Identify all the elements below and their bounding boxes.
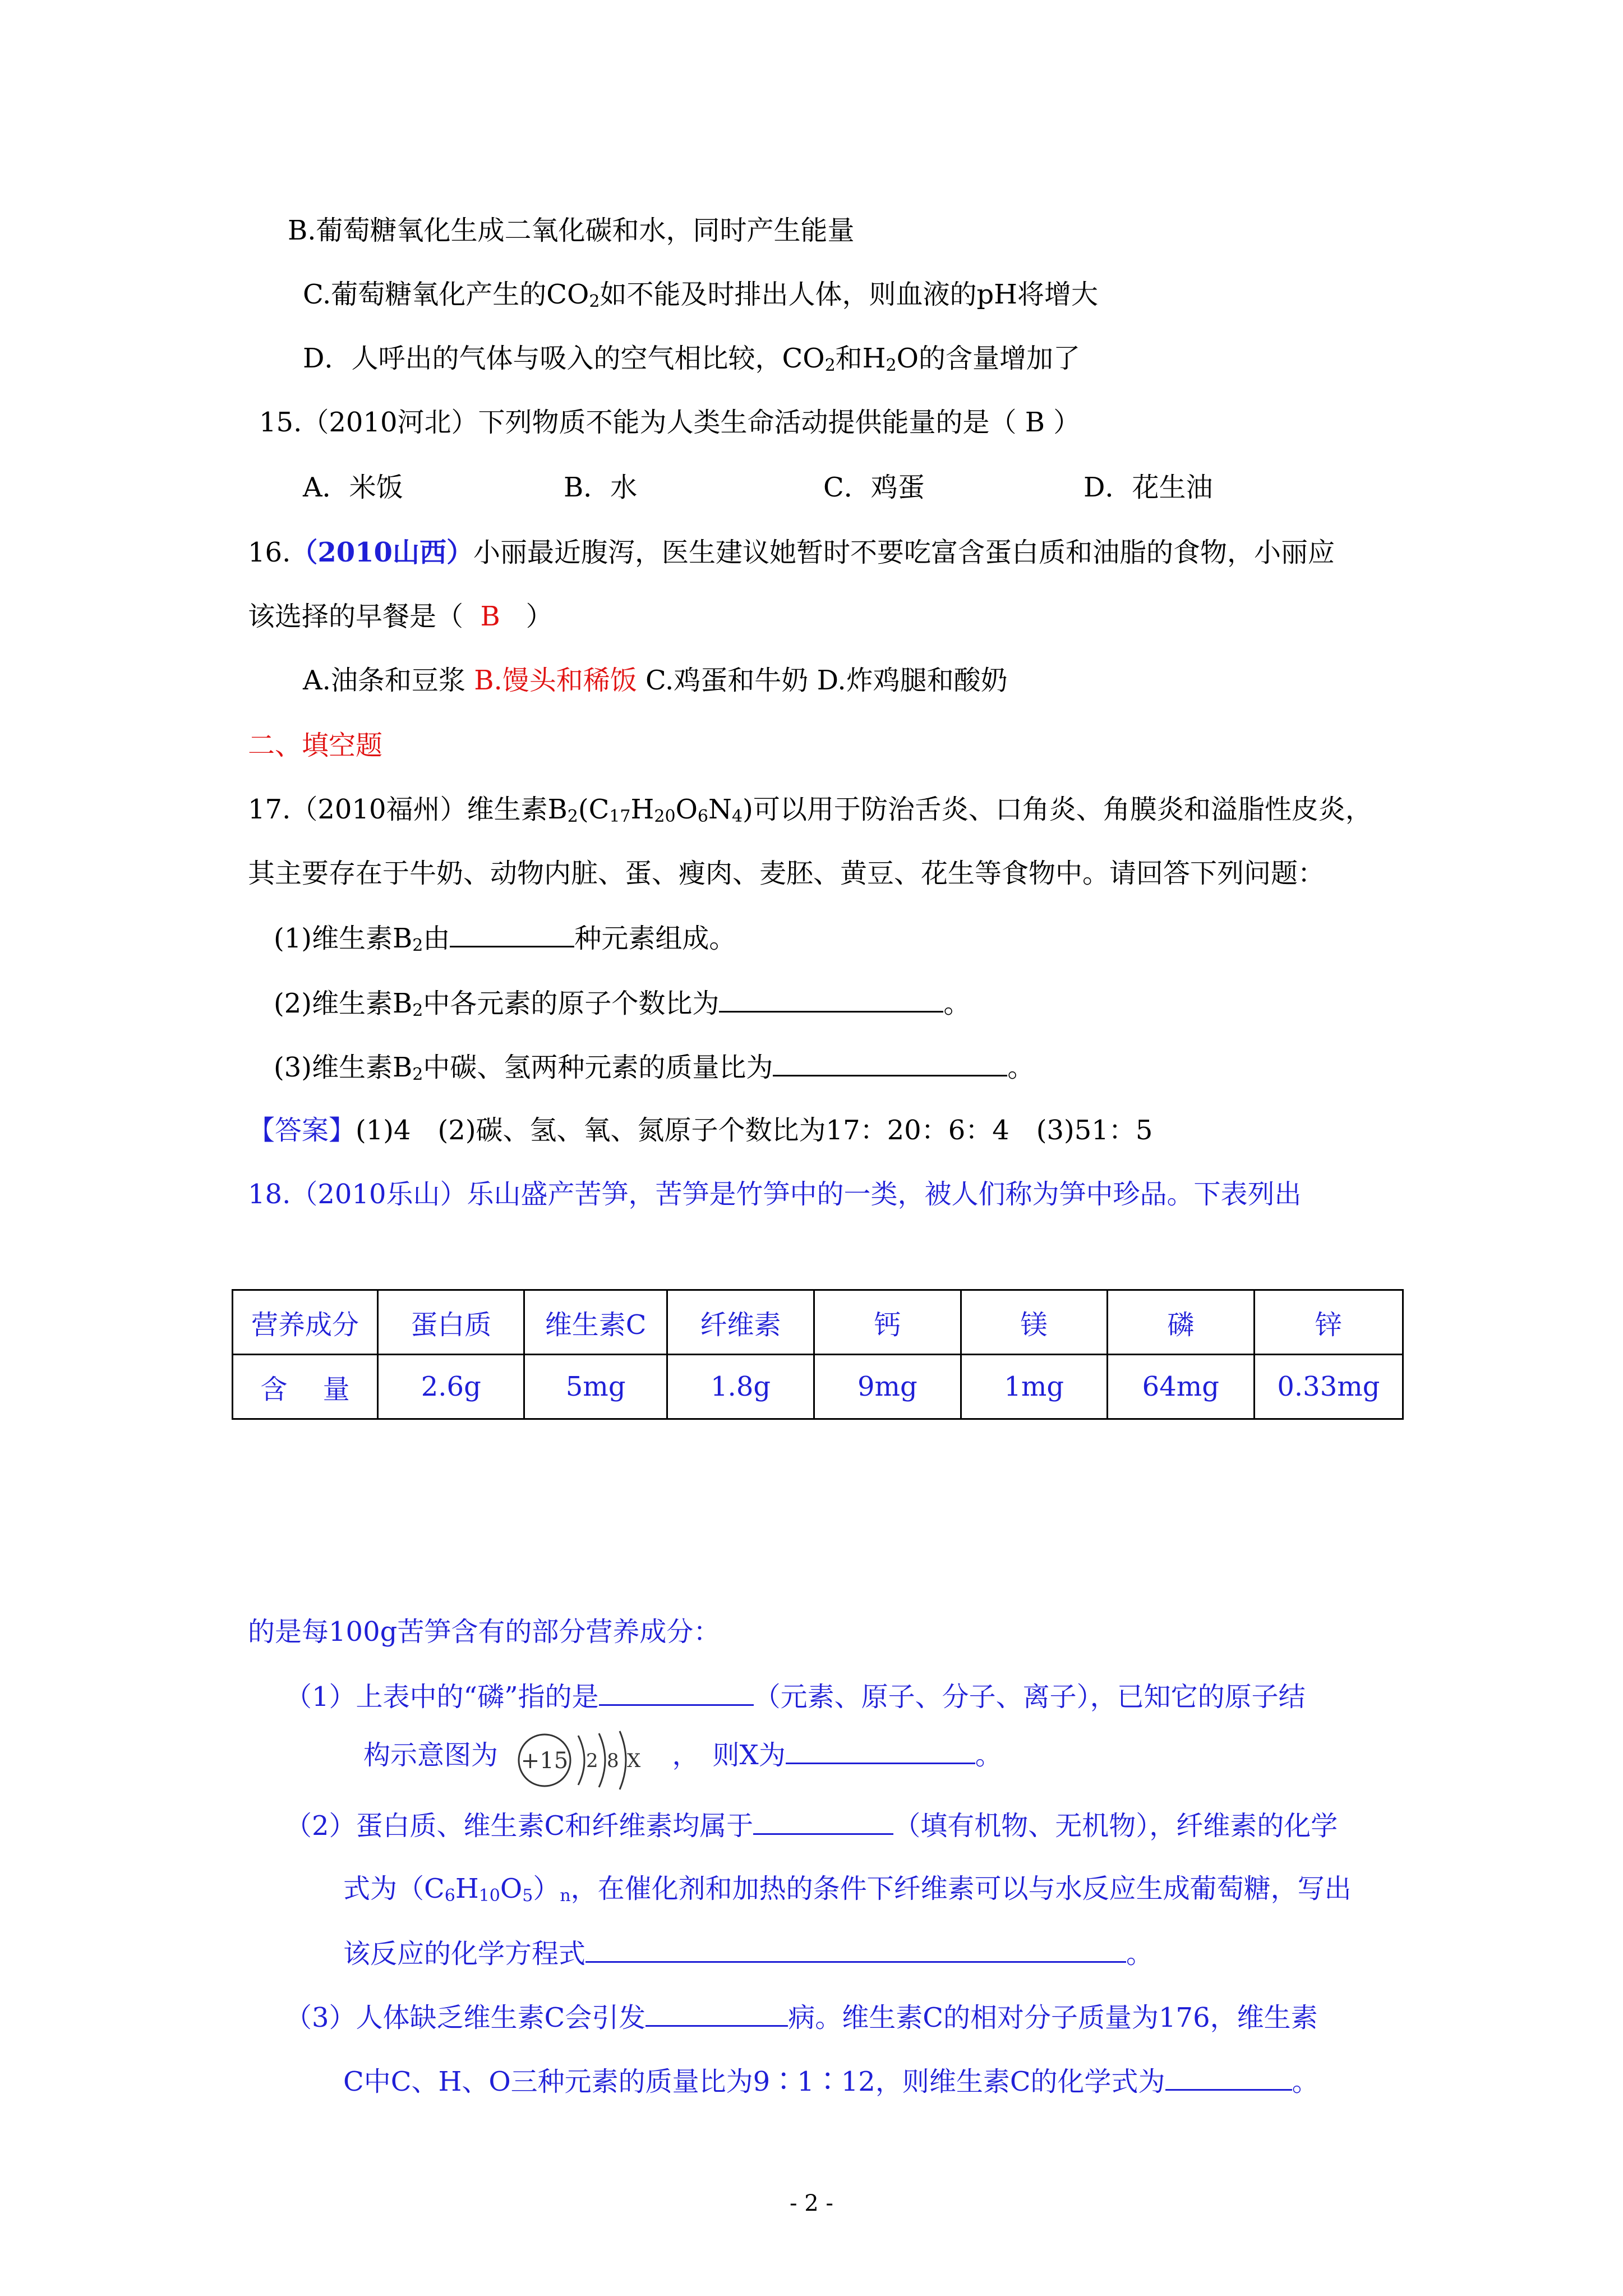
q18-part2-blank1[interactable] [753,1807,893,1835]
table-header-cell: 营养成分 [233,1290,378,1355]
q15-option-d: D．花生油 [1083,472,1213,503]
q15-stem: 15.（2010河北）下列物质不能为人类生命活动提供能量的是（ B ） [259,407,1081,438]
q18-part2-line2: 式为$(C_6H_{10}O_5)_n$，在催化剂和加热的条件下纤维素可以与水反应生成葡萄糖，写出 [343,1873,1352,1906]
q16-stem-line2: 该选择的早餐是（ B ） [248,601,553,632]
table-cell: 5mg [524,1355,667,1419]
q17-part1: (1)维生素$B_2$由 种元素组成。 [274,920,736,956]
atom-shell-3-label: X [627,1749,641,1772]
q15-option-b: B．水 [564,472,638,503]
q18-part1-line1: （1）上表中的“磷”指的是 （元素、原子、分子、离子），已知它的原子结 [285,1678,1306,1714]
q15-option-a: A．米饭 [303,472,403,503]
table-header-cell: 磷 [1107,1290,1254,1355]
q17-answer-label: 【答案】 [248,1115,356,1146]
q17-part3: (3)维生素$B_2$中碳、氢两种元素的质量比为 。 [274,1049,1034,1085]
table-row [233,1355,1403,1419]
table-cell: 64mg [1107,1355,1254,1419]
q17-part1-blank[interactable] [450,920,574,947]
q14-option-d: D．人呼出的气体与吸入的空气相比较，$CO_2$和$H_2O$的含量增加了 [303,343,1080,375]
q18-stem: 18.（2010乐山）乐山盛产苦笋，苦笋是竹笋中的一类，被人们称为笋中珍品。下表列出 [248,1179,1302,1210]
table-header-cell: 蛋白质 [378,1290,524,1355]
atom-nucleus-label: +15 [521,1747,569,1774]
q16-option-b-correct: B.馒头和稀饭 [474,665,637,696]
q17-stem-line1: 17.（2010福州）维生素$B_2(C_{17}H_{20}O_6N_4)$可以用于防治舌炎、口角炎、角膜炎和溢脂性皮炎， [248,794,1372,826]
q17-answer: 【答案】(1)4 (2)碳、氢、氧、氮原子个数比为17：20：6：4 (3)51：5 [248,1115,1153,1146]
q18-part1-line2: 构示意图为 +15 2 8 X ， 则X为 。 [363,1713,1002,1797]
section-heading-fill-in: 二、填空题 [248,730,383,761]
table-header-cell: 纤维素 [667,1290,814,1355]
table-cell: 2.6g [378,1355,524,1419]
q17-part3-blank[interactable] [773,1049,1007,1076]
q18-part3-line2: C中C、H、O三种元素的质量比为9∶1∶12，则维生素C的化学式为 。 [343,2063,1319,2099]
atom-shell-2-label: 8 [607,1749,619,1772]
q14-option-b: B.葡萄糖氧化生成二氧化碳和水，同时产生能量 [288,215,855,246]
table-cell: 9mg [814,1355,961,1419]
q18-part3-blank2[interactable] [1165,2063,1292,2091]
table-header-cell: 锌 [1254,1290,1403,1355]
q18-part1-blank1[interactable] [599,1678,754,1706]
q16-options: A.油条和豆浆 B.馒头和稀饭 C.鸡蛋和牛奶 D.炸鸡腿和酸奶 [303,665,1008,696]
q17-part2: (2)维生素$B_2$中各元素的原子个数比为 。 [274,985,970,1021]
q18-part3-blank1[interactable] [645,1999,788,2027]
q16-stem-line1: 16.（2010山西）小丽最近腹泻，医生建议她暂时不要吃富含蛋白质和油脂的食物，小丽应 [248,537,1335,568]
table-header-cell: 钙 [814,1290,961,1355]
q17-stem-line2: 其主要存在于牛奶、动物内脏、蛋、瘦肉、麦胚、黄豆、花生等食物中。请回答下列问题： [248,858,1325,889]
q18-part3-line1: （3）人体缺乏维生素C会引发 病。维生素C的相对分子质量为176，维生素 [285,1999,1318,2035]
table-header-cell: 维生素C [524,1290,667,1355]
q17-part2-blank[interactable] [719,985,943,1013]
q18-after-table: 的是每100g苦笋含有的部分营养成分： [248,1616,721,1648]
q18-part1-blank2[interactable] [786,1737,975,1764]
q14-option-c: C.葡萄糖氧化产生的$CO_2$如不能及时排出人体，则血液的pH将增大 [303,279,1099,311]
q16-answer: B [480,601,500,632]
table-cell: 1mg [961,1355,1107,1419]
table-header-cell: 镁 [961,1290,1107,1355]
q16-source: （2010山西） [291,537,473,568]
table-row [233,1290,1403,1355]
table-cell: 1.8g [667,1355,814,1419]
q18-part2-blank2[interactable] [585,1935,1126,1963]
nutrition-table [232,1289,1404,1420]
atom-shell-1-label: 2 [586,1749,598,1772]
q18-part2-line1: （2）蛋白质、维生素C和纤维素均属于 （填有机物、无机物），纤维素的化学 [285,1807,1338,1843]
q18-part2-line3: 该反应的化学方程式 。 [343,1935,1153,1971]
phosphorus-atom-structure-icon [512,1721,658,1794]
q15-option-c: C．鸡蛋 [823,472,925,503]
page-number: - 2 - [790,2191,833,2216]
table-cell: 0.33mg [1254,1355,1403,1419]
table-cell: 含 量 [233,1355,378,1419]
